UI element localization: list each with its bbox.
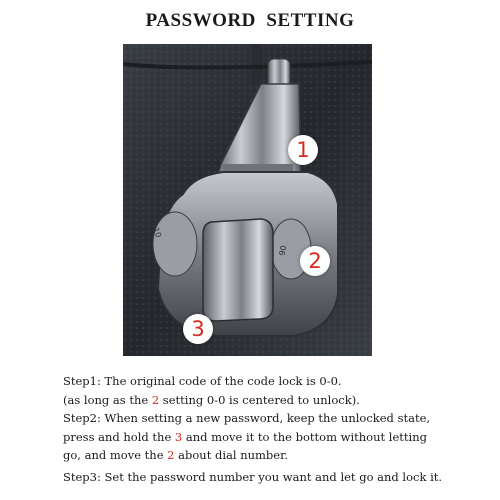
product-photo [123,44,372,356]
step-2c-number: 2 [167,448,175,462]
marker-3: 3 [183,314,213,344]
step-1-note-pre: (as long as the [63,392,152,407]
zipper-lock-illustration [123,44,372,356]
step-2c-post: about dial number. [174,448,288,462]
step-2-line-3 [63,446,493,465]
step-1-note-post: setting 0-0 is centered to unlock). [159,392,360,407]
page-title: PASSWORD SETTING [145,10,355,31]
step-2b-post: and move it to the bottom without letting [182,429,427,444]
marker-1: 1 [288,135,318,165]
step-2b-pre: press and hold the [63,429,175,444]
dial-mark-right: 90 [277,244,289,257]
instructions [63,372,493,486]
step-1-text: Step1: The original code of the code lock is 0-0. [63,374,342,388]
step-1-note [63,391,493,410]
step-3-text: Step3: Set the password number you want and let go and lock it. [63,469,443,484]
step-2-line [63,409,493,428]
dial-mark-left: 10 [151,226,164,239]
step-2c-pre: go, and move the [63,448,168,462]
step-2b-number: 3 [174,429,183,444]
step-1-line [63,372,493,391]
step-2-line-2 [63,428,493,447]
step-2-text: Step2: When setting a new password, keep the unlocked state, [63,411,431,425]
step-1-note-number: 2 [151,392,160,407]
step-3-line [63,468,493,487]
marker-2: 2 [300,246,330,276]
